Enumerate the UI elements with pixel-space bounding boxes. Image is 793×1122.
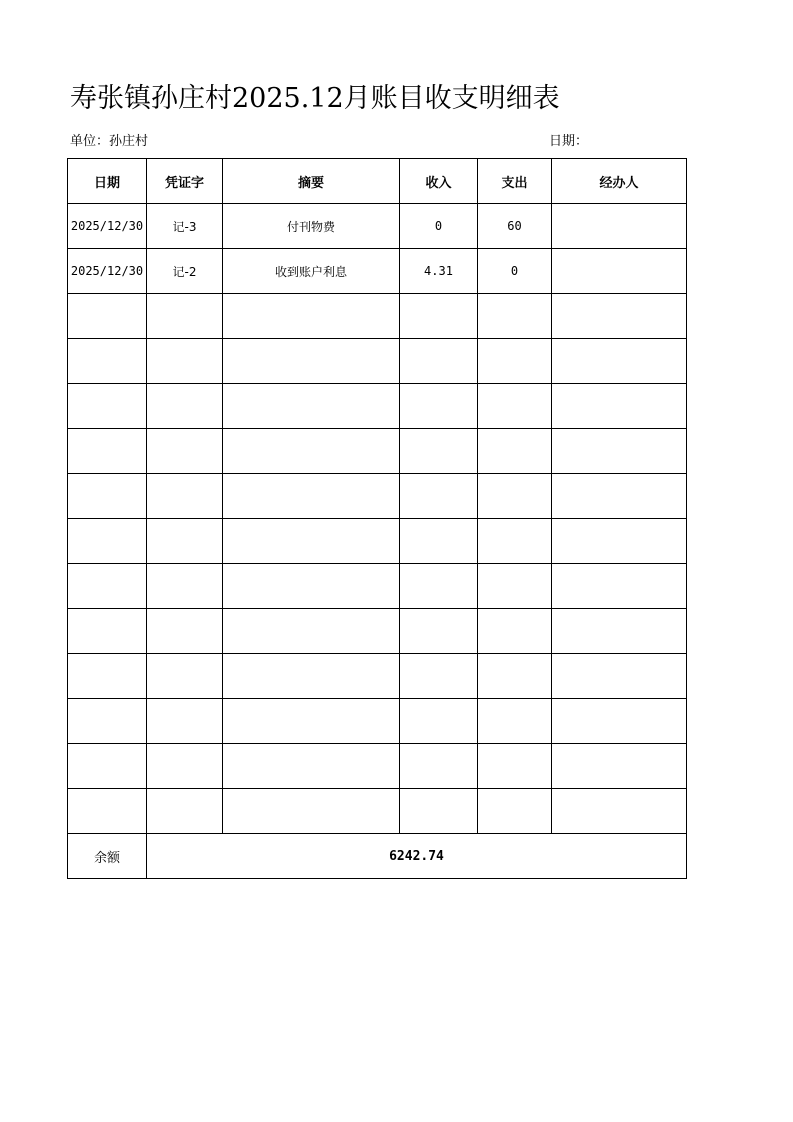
cell-income xyxy=(400,384,478,429)
table-header-row xyxy=(68,159,687,204)
cell-expense xyxy=(478,609,552,654)
cell-expense xyxy=(478,744,552,789)
cell-income xyxy=(400,699,478,744)
table-row xyxy=(68,339,687,384)
cell-expense xyxy=(478,429,552,474)
cell-date xyxy=(68,429,147,474)
cell-summary: 收到账户利息 xyxy=(223,249,400,294)
cell-handler xyxy=(552,744,687,789)
table-row xyxy=(68,789,687,834)
cell-summary xyxy=(223,789,400,834)
table-row xyxy=(68,744,687,789)
cell-voucher xyxy=(147,519,223,564)
table-row xyxy=(68,654,687,699)
cell-income xyxy=(400,429,478,474)
cell-voucher xyxy=(147,339,223,384)
cell-summary xyxy=(223,654,400,699)
cell-summary xyxy=(223,429,400,474)
cell-voucher xyxy=(147,654,223,699)
table-row xyxy=(68,204,687,249)
cell-income xyxy=(400,339,478,384)
cell-voucher: 记-3 xyxy=(147,204,223,249)
cell-expense xyxy=(478,699,552,744)
cell-date xyxy=(68,609,147,654)
cell-voucher xyxy=(147,744,223,789)
cell-date: 2025/12/30 xyxy=(68,249,147,294)
balance-label: 余额 xyxy=(68,834,147,879)
cell-expense xyxy=(478,654,552,699)
balance-row xyxy=(68,834,687,879)
table-row xyxy=(68,474,687,519)
date-label: 日期： xyxy=(549,134,589,149)
cell-date xyxy=(68,294,147,339)
cell-handler xyxy=(552,564,687,609)
cell-summary xyxy=(223,384,400,429)
table-row xyxy=(68,699,687,744)
table-row xyxy=(68,609,687,654)
table-row xyxy=(68,294,687,339)
cell-summary xyxy=(223,609,400,654)
cell-income xyxy=(400,609,478,654)
cell-date xyxy=(68,744,147,789)
header-expense: 支出 xyxy=(478,159,552,204)
cell-handler xyxy=(552,294,687,339)
header-date: 日期 xyxy=(68,159,147,204)
cell-handler xyxy=(552,339,687,384)
cell-handler xyxy=(552,204,687,249)
cell-summary xyxy=(223,294,400,339)
cell-handler xyxy=(552,384,687,429)
cell-expense xyxy=(478,789,552,834)
cell-date xyxy=(68,564,147,609)
cell-handler xyxy=(552,519,687,564)
cell-date xyxy=(68,384,147,429)
cell-income xyxy=(400,744,478,789)
cell-income xyxy=(400,654,478,699)
cell-summary: 付刊物费 xyxy=(223,204,400,249)
cell-voucher xyxy=(147,789,223,834)
cell-handler xyxy=(552,474,687,519)
cell-income xyxy=(400,789,478,834)
cell-voucher: 记-2 xyxy=(147,249,223,294)
table-row xyxy=(68,249,687,294)
cell-handler xyxy=(552,249,687,294)
ledger-body xyxy=(68,204,687,834)
cell-handler xyxy=(552,429,687,474)
cell-expense: 60 xyxy=(478,204,552,249)
cell-income: 4.31 xyxy=(400,249,478,294)
table-row xyxy=(68,429,687,474)
cell-expense: 0 xyxy=(478,249,552,294)
cell-summary xyxy=(223,699,400,744)
cell-handler xyxy=(552,609,687,654)
table-row xyxy=(68,519,687,564)
cell-date xyxy=(68,474,147,519)
cell-summary xyxy=(223,339,400,384)
cell-income xyxy=(400,474,478,519)
cell-voucher xyxy=(147,699,223,744)
cell-summary xyxy=(223,564,400,609)
cell-date xyxy=(68,519,147,564)
unit-label: 单位：孙庄村 xyxy=(70,134,149,149)
cell-summary xyxy=(223,519,400,564)
cell-expense xyxy=(478,339,552,384)
cell-expense xyxy=(478,294,552,339)
cell-expense xyxy=(478,519,552,564)
cell-summary xyxy=(223,744,400,789)
cell-expense xyxy=(478,384,552,429)
cell-income xyxy=(400,564,478,609)
cell-expense xyxy=(478,564,552,609)
cell-date: 2025/12/30 xyxy=(68,204,147,249)
cell-date xyxy=(68,699,147,744)
cell-expense xyxy=(478,474,552,519)
cell-voucher xyxy=(147,294,223,339)
cell-voucher xyxy=(147,564,223,609)
cell-voucher xyxy=(147,429,223,474)
header-handler: 经办人 xyxy=(552,159,687,204)
cell-voucher xyxy=(147,474,223,519)
cell-voucher xyxy=(147,384,223,429)
table-row xyxy=(68,564,687,609)
table-row xyxy=(68,384,687,429)
cell-income: 0 xyxy=(400,204,478,249)
header-summary: 摘要 xyxy=(223,159,400,204)
cell-date xyxy=(68,789,147,834)
header-income: 收入 xyxy=(400,159,478,204)
header-voucher: 凭证字 xyxy=(147,159,223,204)
balance-value: 6242.74 xyxy=(147,834,687,879)
cell-income xyxy=(400,519,478,564)
cell-summary xyxy=(223,474,400,519)
cell-handler xyxy=(552,654,687,699)
cell-date xyxy=(68,339,147,384)
cell-income xyxy=(400,294,478,339)
page-title: 寿张镇孙庄村2025.12月账目收支明细表 xyxy=(70,83,560,114)
ledger-table xyxy=(67,158,687,879)
cell-handler xyxy=(552,699,687,744)
cell-date xyxy=(68,654,147,699)
cell-voucher xyxy=(147,609,223,654)
cell-handler xyxy=(552,789,687,834)
